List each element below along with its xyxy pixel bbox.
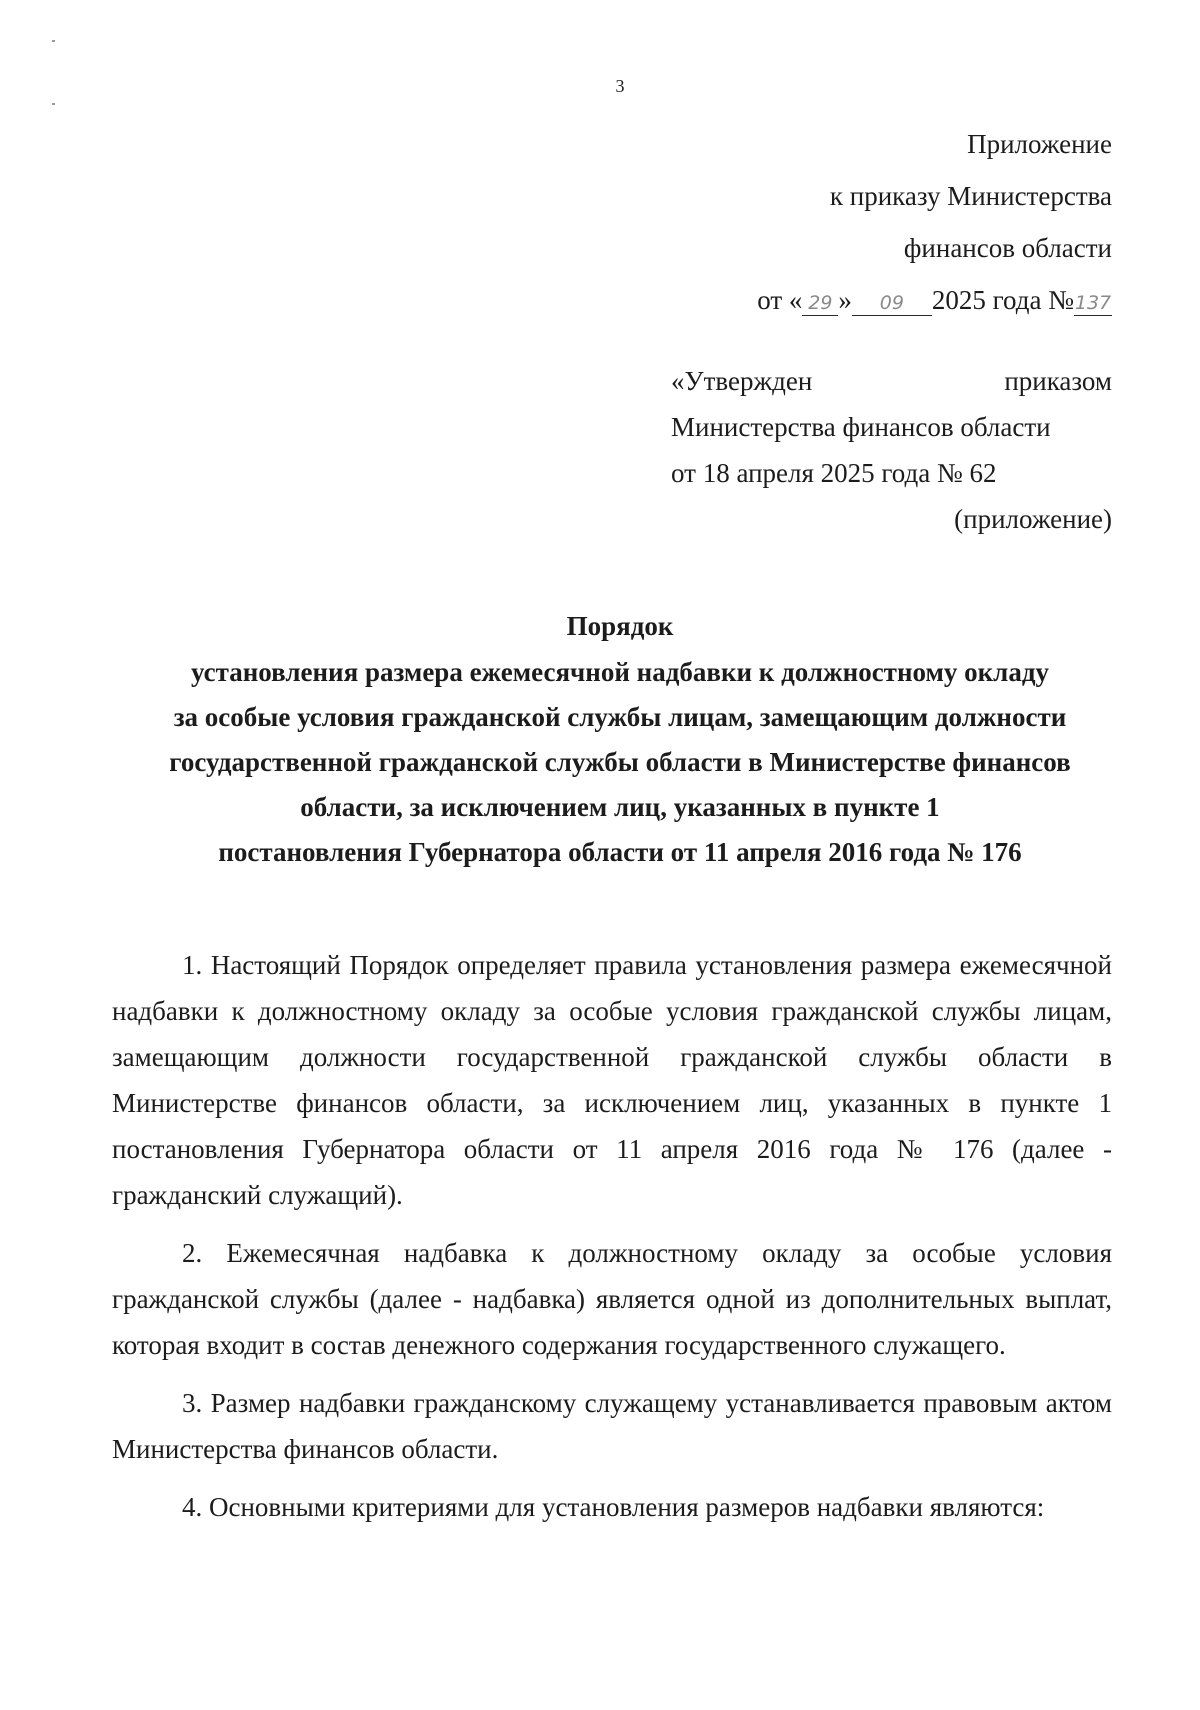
scan-speck <box>52 40 55 42</box>
order-word: приказом <box>1004 366 1112 396</box>
title-line: государственной гражданской службы области в Министерстве финансов <box>169 747 1071 777</box>
scan-speck <box>52 103 55 105</box>
approved-word: «Утвержден <box>671 366 813 396</box>
date-suffix: 2025 года № <box>931 285 1074 315</box>
approved-note: (приложение) <box>954 504 1112 534</box>
approved-stamp-text <box>671 358 1112 542</box>
approved-ministry: Министерства финансов области <box>671 412 1051 442</box>
title-line: за особые условия гражданской службы лицам, замещающим должности <box>173 702 1067 732</box>
approved-line <box>671 358 1112 404</box>
page-number: 3 <box>615 76 625 96</box>
paragraph-3: 3. Размер надбавки гражданскому служащему устанавливается правовым актом Министерства финансов области. <box>112 1388 1112 1464</box>
title-heading: Порядок <box>566 611 674 641</box>
date-prefix: от « <box>757 285 803 315</box>
date-mid: » <box>838 285 852 315</box>
paragraph-1: 1. Настоящий Порядок определяет правила установления размера ежемесячной надбавки к должностному окладу за особые условия гражданской службы лицам, замещающим должности государственной гражданской службы области в Министерстве финансов области, за исключением лиц, указанных в пункте 1 постановления Губернатора области от 11 апреля 2016 года № 176 (далее - гражданский служащий). <box>112 950 1112 1210</box>
appendix-header <box>757 118 1112 326</box>
title-line: постановления Губернатора области от 11 апреля 2016 года № 176 <box>218 837 1022 867</box>
appendix-order-ref: к приказу Министерства <box>829 181 1112 211</box>
title-line: области, за исключением лиц, указанных в пункте 1 <box>300 792 940 822</box>
handwritten-day: 29 <box>802 291 838 316</box>
paragraph-2: 2. Ежемесячная надбавка к должностному окладу за особые условия гражданской службы (далее - надбавка) является одной из дополнительных выплат, которая входит в состав денежного содержания государственного служащего. <box>112 1238 1112 1360</box>
approved-date: от 18 апреля 2025 года № 62 <box>671 458 997 488</box>
paragraph-4: 4. Основными критериями для установления размеров надбавки являются: <box>182 1492 1045 1522</box>
handwritten-month: 09 <box>852 291 932 316</box>
appendix-date-line <box>757 274 1112 326</box>
document-title <box>100 604 1140 875</box>
appendix-title: Приложение <box>967 129 1112 159</box>
document-body <box>112 942 1112 1542</box>
appendix-ministry: финансов области <box>903 233 1112 263</box>
title-line: установления размера ежемесячной надбавки к должностному окладу <box>190 657 1049 687</box>
handwritten-order-number: 137 <box>1074 292 1112 314</box>
